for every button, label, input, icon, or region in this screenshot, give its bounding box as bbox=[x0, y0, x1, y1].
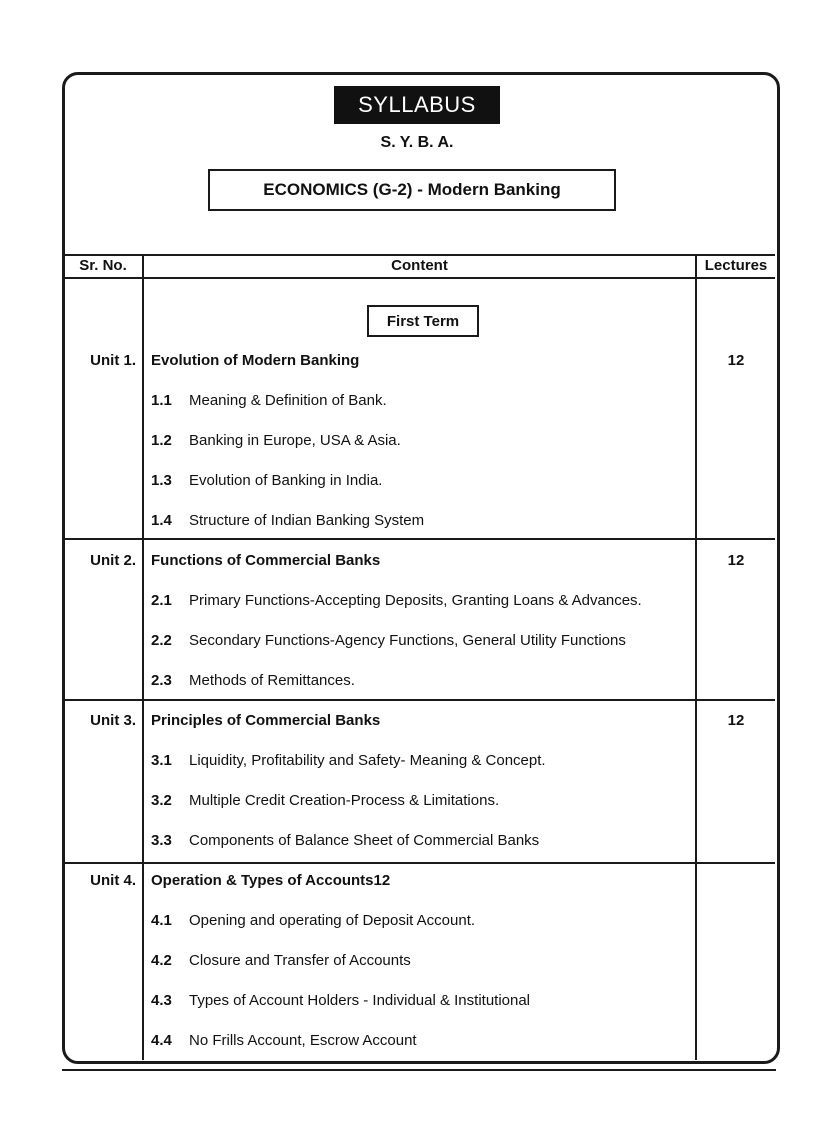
topic-item bbox=[151, 832, 539, 849]
topic-text: Primary Functions-Accepting Deposits, Granting Loans & Advances. bbox=[189, 592, 642, 609]
unit-number: Unit 1. bbox=[90, 352, 136, 369]
topic-item bbox=[151, 432, 401, 449]
topic-number: 4.2 bbox=[151, 952, 172, 969]
column-header-lectures: Lectures bbox=[704, 257, 768, 274]
topic-item bbox=[151, 792, 499, 809]
topic-text: Liquidity, Profitability and Safety- Meaning & Concept. bbox=[189, 752, 546, 769]
topic-text: Types of Account Holders - Individual & Institutional bbox=[189, 992, 531, 1009]
column-divider bbox=[142, 254, 144, 1060]
topic-item bbox=[151, 632, 626, 649]
unit-divider bbox=[64, 699, 775, 701]
topic-number: 2.3 bbox=[151, 672, 172, 689]
unit-title: Functions of Commercial Banks bbox=[151, 552, 381, 569]
topic-item bbox=[151, 992, 530, 1009]
bottom-rule bbox=[62, 1069, 776, 1071]
topic-text: Multiple Credit Creation-Process & Limitations. bbox=[189, 792, 500, 809]
topic-item bbox=[151, 392, 387, 409]
topic-text: Evolution of Banking in India. bbox=[189, 472, 383, 489]
topic-number: 1.2 bbox=[151, 432, 172, 449]
topic-item bbox=[151, 1032, 417, 1049]
topic-number: 2.1 bbox=[151, 592, 172, 609]
topic-text: Opening and operating of Deposit Account. bbox=[189, 912, 476, 929]
topic-number: 1.3 bbox=[151, 472, 172, 489]
topic-text: Methods of Remittances. bbox=[189, 672, 355, 689]
topic-number: 3.3 bbox=[151, 832, 172, 849]
unit-number: Unit 3. bbox=[90, 712, 136, 729]
topic-number: 4.3 bbox=[151, 992, 172, 1009]
topic-item bbox=[151, 512, 424, 529]
table-header-divider bbox=[64, 277, 775, 279]
unit-divider bbox=[64, 538, 775, 540]
topic-number: 4.4 bbox=[151, 1032, 172, 1049]
unit-number: Unit 2. bbox=[90, 552, 136, 569]
unit-title: Operation & Types of Accounts12 bbox=[151, 872, 391, 889]
unit-lectures: 12 bbox=[727, 712, 745, 729]
unit-lectures: 12 bbox=[727, 552, 745, 569]
topic-number: 4.1 bbox=[151, 912, 172, 929]
topic-text: Structure of Indian Banking System bbox=[189, 512, 425, 529]
topic-text: Components of Balance Sheet of Commercial Banks bbox=[189, 832, 540, 849]
table-top-border bbox=[64, 254, 775, 256]
topic-text: Banking in Europe, USA & Asia. bbox=[189, 432, 401, 449]
topic-number: 3.1 bbox=[151, 752, 172, 769]
topic-text: Secondary Functions-Agency Functions, General Utility Functions bbox=[189, 632, 626, 649]
topic-item bbox=[151, 472, 382, 489]
topic-number: 2.2 bbox=[151, 632, 172, 649]
unit-lectures: 12 bbox=[727, 352, 745, 369]
unit-title: Evolution of Modern Banking bbox=[151, 352, 360, 369]
topic-text: Closure and Transfer of Accounts bbox=[189, 952, 411, 969]
subject-title: ECONOMICS (G-2) - Modern Banking bbox=[208, 169, 616, 211]
topic-text: Meaning & Definition of Bank. bbox=[189, 392, 387, 409]
topic-item bbox=[151, 952, 411, 969]
topic-number: 1.1 bbox=[151, 392, 172, 409]
term-label: First Term bbox=[367, 305, 479, 337]
column-divider bbox=[695, 254, 697, 1060]
topic-item bbox=[151, 912, 475, 929]
syllabus-title: SYLLABUS bbox=[334, 86, 500, 124]
topic-item bbox=[151, 592, 642, 609]
column-header-content: Content bbox=[391, 257, 448, 274]
unit-title: Principles of Commercial Banks bbox=[151, 712, 381, 729]
topic-number: 3.2 bbox=[151, 792, 172, 809]
topic-text: No Frills Account, Escrow Account bbox=[189, 1032, 417, 1049]
class-label: S. Y. B. A. bbox=[380, 134, 454, 151]
unit-number: Unit 4. bbox=[90, 872, 136, 889]
unit-divider bbox=[64, 862, 775, 864]
topic-item bbox=[151, 752, 546, 769]
topic-number: 1.4 bbox=[151, 512, 172, 529]
column-header-sr-no: Sr. No. bbox=[79, 257, 127, 274]
topic-item bbox=[151, 672, 355, 689]
